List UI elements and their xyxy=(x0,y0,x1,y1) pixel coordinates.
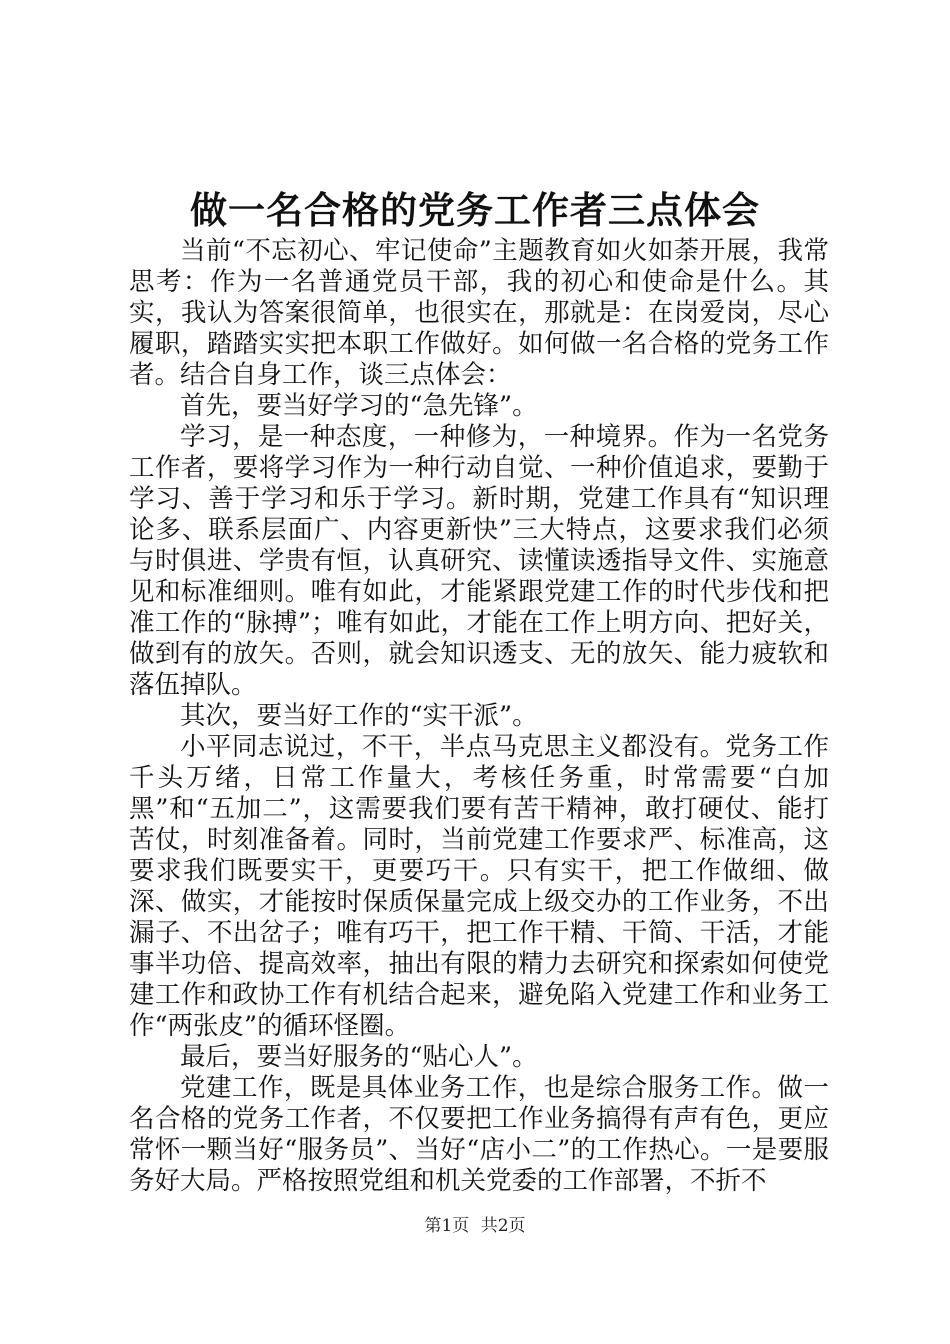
paragraph-third-point: 党建工作，既是具体业务工作，也是综合服务工作。做一名合格的党务工作者，不仅要把工作业务搞得有声有色，更应常怀一颗当好“服务员”、当好“店小二”的工作热心。一是要服务好大局。严格按照党组和机关党委的工作部署，不折不 xyxy=(129,1073,829,1196)
paragraph-first-point: 学习，是一种态度，一种修为，一种境界。作为一名党务工作者，要将学习作为一种行动自觉、一种价值追求，要勤于学习、善于学习和乐于学习。新时期，党建工作具有“知识理论多、联系层面广、内容更新快”三大特点，这要求我们必须与时俱进、学贵有恒，认真研究、读懂读透指导文件、实施意见和标准细则。唯有如此，才能紧跟党建工作的时代步伐和把准工作的“脉搏”；唯有如此，才能在工作上明方向、把好关，做到有的放矢。否则，就会知识透支、无的放矢、能力疲软和落伍掉队。 xyxy=(129,422,829,700)
paragraph-intro: 当前“不忘初心、牢记使命”主题教育如火如荼开展，我常思考：作为一名普通党员干部，我的初心和使命是什么。其实，我认为答案很简单，也很实在，那就是：在岗爱岗，尽心履职，踏踏实实把本职工作做好。如何做一名合格的党务工作者。结合自身工作，谈三点体会： xyxy=(129,236,829,390)
paragraph-second-point: 小平同志说过，不干，半点马克思主义都没有。党务工作千头万绪，日常工作量大，考核任务重，时常需要“白加黑”和“五加二”，这需要我们要有苦干精神，敢打硬仗、能打苦仗，时刻准备着。同时，当前党建工作要求严、标准高，这要求我们既要实干，更要巧干。只有实干，把工作做细、做深、做实，才能按时保质保量完成上级交办的工作业务，不出漏子、不出岔子；唯有巧干，把工作干精、干简、干活，才能事半功倍、提高效率，抽出有限的精力去研究和探索如何使党建工作和政协工作有机结合起来，避免陷入党建工作和业务工作“两张皮”的循环怪圈。 xyxy=(129,732,829,1041)
heading-second-point: 其次，要当好工作的“实干派”。 xyxy=(180,701,538,731)
document-title: 做一名合格的党务工作者三点体会 xyxy=(190,188,760,232)
page-total: 共2页 xyxy=(480,1216,526,1236)
document-body xyxy=(129,236,829,1197)
heading-first-point: 首先，要当好学习的“急先锋”。 xyxy=(180,391,538,421)
page-number: 第1页 xyxy=(424,1216,470,1236)
heading-third-point: 最后，要当好服务的“贴心人”。 xyxy=(180,1042,538,1072)
page-footer xyxy=(0,1214,950,1238)
